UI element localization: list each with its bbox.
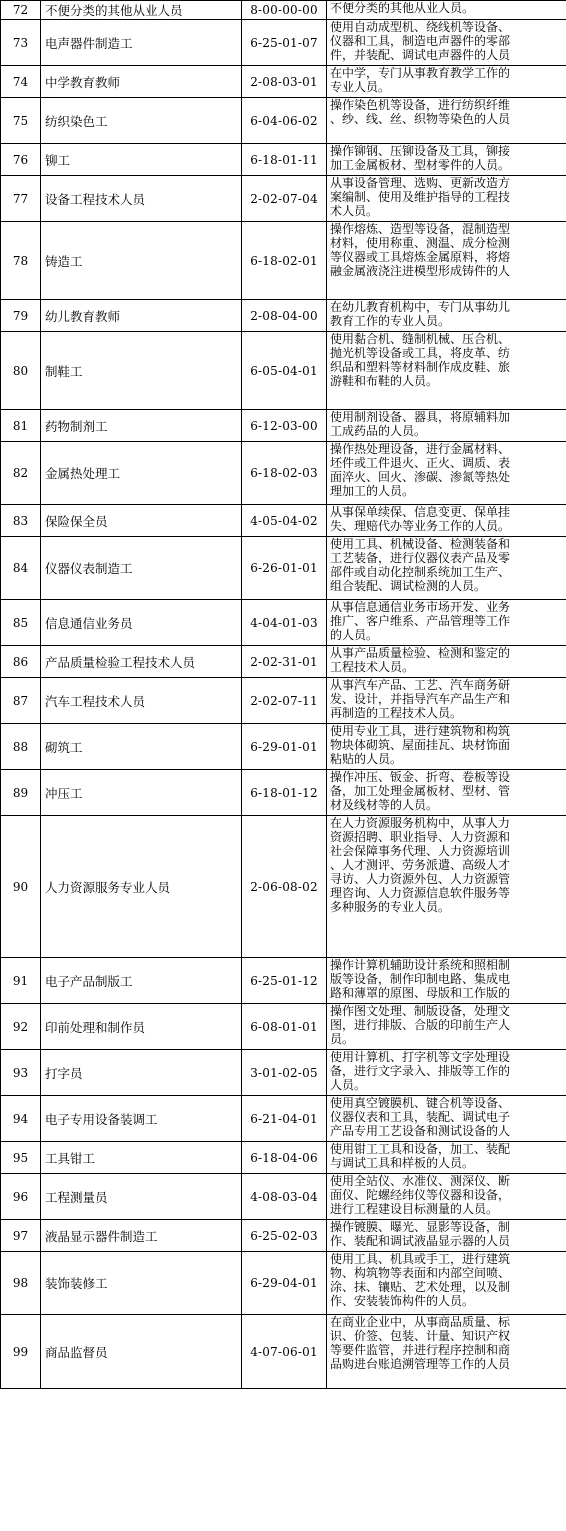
occupation-name: 冲压工 [41, 770, 242, 816]
table-row [1, 176, 566, 222]
row-number: 90 [1, 816, 41, 958]
occupation-name: 铆工 [41, 144, 242, 176]
row-number: 89 [1, 770, 41, 816]
occupation-name: 设备工程技术人员 [41, 176, 242, 222]
occupation-name: 信息通信业务员 [41, 600, 242, 646]
occupation-name: 金属热处理工 [41, 442, 242, 505]
occupation-code: 4-08-03-04 [242, 1174, 327, 1220]
occupation-name: 印前处理和制作员 [41, 1004, 242, 1050]
row-number: 79 [1, 300, 41, 332]
occupation-code: 6-08-01-01 [242, 1004, 327, 1050]
occupation-name: 不便分类的其他从业人员 [41, 1, 242, 20]
occupation-description: 操作冲压、钣金、折弯、卷板等设 备，加工处理金属板材、型材、管 材及线材等的人员。 [327, 770, 566, 816]
occupation-name: 液晶显示器件制造工 [41, 1220, 242, 1252]
row-number: 76 [1, 144, 41, 176]
occupation-code: 6-26-01-01 [242, 537, 327, 600]
occupation-description: 使用真空镀膜机、键合机等设备、 仪器仪表和工具，装配、调试电子 产品专用工艺设备和测试设备的人 [327, 1096, 566, 1142]
occupation-code: 6-21-04-01 [242, 1096, 327, 1142]
row-number: 94 [1, 1096, 41, 1142]
occupation-code: 2-02-07-11 [242, 678, 327, 724]
table-row [1, 300, 566, 332]
occupation-code: 2-02-31-01 [242, 646, 327, 678]
occupation-name: 电声器件制造工 [41, 20, 242, 66]
row-number: 88 [1, 724, 41, 770]
row-number: 95 [1, 1142, 41, 1174]
occupation-description: 操作计算机辅助设计系统和照相制 版等设备，制作印制电路、集成电 路和薄罩的原图、母版和工作版的 [327, 958, 566, 1004]
occupation-name: 砌筑工 [41, 724, 242, 770]
occupation-description: 操作镀膜、曝光、显影等设备，制 作、装配和调试液晶显示器的人员 [327, 1220, 566, 1252]
table-row [1, 66, 566, 98]
occupation-name: 工具钳工 [41, 1142, 242, 1174]
occupation-name: 汽车工程技术人员 [41, 678, 242, 724]
occupation-code: 6-12-03-00 [242, 410, 327, 442]
table-row [1, 222, 566, 300]
table-row [1, 537, 566, 600]
occupation-name: 纺织染色工 [41, 98, 242, 144]
table-row [1, 724, 566, 770]
occupation-code: 6-29-04-01 [242, 1252, 327, 1315]
occupation-description: 在中学，专门从事教育教学工作的 专业人员。 [327, 66, 566, 98]
occupation-code: 6-25-01-07 [242, 20, 327, 66]
occupation-description: 从事设备管理、选购、更新改造方 案编制、使用及维护指导的工程技 术人员。 [327, 176, 566, 222]
row-number: 73 [1, 20, 41, 66]
table-row [1, 332, 566, 410]
occupation-description: 从事保单续保、信息变更、保单挂 失、理赔代办等业务工作的人员。 [327, 505, 566, 537]
occupation-name: 制鞋工 [41, 332, 242, 410]
row-number: 78 [1, 222, 41, 300]
occupation-name: 仪器仪表制造工 [41, 537, 242, 600]
occupation-name: 产品质量检验工程技术人员 [41, 646, 242, 678]
row-number: 82 [1, 442, 41, 505]
occupation-table-body [1, 1, 566, 1389]
row-number: 85 [1, 600, 41, 646]
occupation-description: 在人力资源服务机构中，从事人力 资源招聘、职业指导、人力资源和 社会保障事务代理、人力资源培训 、人才测评、劳务派遣、高级人才 寻访、人力资源外包、人力资源管 理咨询、人力资源信息软件服务等 多种服务的专业人员。 [327, 816, 566, 958]
occupation-description: 使用全站仪、水准仪、测深仪、断 面仪、陀螺经纬仪等仪器和设备， 进行工程建设目标测量的人员。 [327, 1174, 566, 1220]
table-row [1, 958, 566, 1004]
table-row [1, 1096, 566, 1142]
table-row [1, 98, 566, 144]
table-row [1, 646, 566, 678]
row-number: 93 [1, 1050, 41, 1096]
table-row [1, 816, 566, 958]
row-number: 99 [1, 1315, 41, 1389]
occupation-description: 从事信息通信业务市场开发、业务 推广、客户维系、产品管理等工作 的人员。 [327, 600, 566, 646]
table-row [1, 505, 566, 537]
occupation-name: 打字员 [41, 1050, 242, 1096]
occupation-description: 操作热处理设备，进行金属材料、 坯件或工件退火、正火、调质、表 面淬火、回火、渗碳、渗氮等热处 理加工的人员。 [327, 442, 566, 505]
occupation-code: 6-18-02-03 [242, 442, 327, 505]
occupation-description: 使用钳工工具和设备，加工、装配 与调试工具和样板的人员。 [327, 1142, 566, 1174]
table-row [1, 410, 566, 442]
occupation-description: 操作熔炼、造型等设备，混制造型 材料，使用称重、测温、成分检测 等仪器或工具熔炼金属原料，将熔 融金属液浇注进模型形成铸件的人 [327, 222, 566, 300]
occupation-description: 从事汽车产品、工艺、汽车商务研 发、设计，并指导汽车产品生产和 再制造的工程技术人员。 [327, 678, 566, 724]
table-row [1, 770, 566, 816]
table-row [1, 1142, 566, 1174]
occupation-description: 在商业企业中，从事商品质量、标 识、价签、包装、计量、知识产权 等要件监管，并进行程序控制和商 品购进台账追溯管理等工作的人员 [327, 1315, 566, 1389]
occupation-code: 6-25-01-12 [242, 958, 327, 1004]
table-row [1, 1, 566, 20]
table-row [1, 144, 566, 176]
table-row [1, 1220, 566, 1252]
row-number: 74 [1, 66, 41, 98]
table-row [1, 678, 566, 724]
occupation-name: 铸造工 [41, 222, 242, 300]
occupation-description: 不便分类的其他从业人员。 [327, 1, 566, 20]
occupation-description: 使用自动成型机、绕线机等设备、 仪器和工具，制造电声器件的零部 件，并装配、调试电声器件的人员 [327, 20, 566, 66]
occupation-description: 使用工具、机具或手工，进行建筑 物、构筑物等表面和内部空间喷、 涂、抹、镶贴、艺术处理，以及制 作、安装装饰构件的人员。 [327, 1252, 566, 1315]
occupation-name: 工程测量员 [41, 1174, 242, 1220]
occupation-name: 中学教育教师 [41, 66, 242, 98]
occupation-name: 幼儿教育教师 [41, 300, 242, 332]
row-number: 92 [1, 1004, 41, 1050]
row-number: 96 [1, 1174, 41, 1220]
row-number: 83 [1, 505, 41, 537]
row-number: 97 [1, 1220, 41, 1252]
occupation-code: 4-05-04-02 [242, 505, 327, 537]
occupation-code: 2-08-04-00 [242, 300, 327, 332]
occupation-description: 使用制剂设备、器具，将原辅料加 工成药品的人员。 [327, 410, 566, 442]
occupation-code: 6-18-02-01 [242, 222, 327, 300]
table-row [1, 1050, 566, 1096]
occupation-code: 6-18-01-11 [242, 144, 327, 176]
occupation-description: 操作图文处理、制版设备，处理文 图，进行排版、合版的印前生产人 员。 [327, 1004, 566, 1050]
row-number: 84 [1, 537, 41, 600]
table-row [1, 20, 566, 66]
row-number: 81 [1, 410, 41, 442]
occupation-code: 8-00-00-00 [242, 1, 327, 20]
occupation-description: 使用工具、机械设备、检测装备和 工艺装备，进行仪器仪表产品及零 部件或自动化控制系统加工生产、 组合装配、调试检测的人员。 [327, 537, 566, 600]
occupation-name: 药物制剂工 [41, 410, 242, 442]
row-number: 72 [1, 1, 41, 20]
occupation-name: 保险保全员 [41, 505, 242, 537]
row-number: 75 [1, 98, 41, 144]
occupation-code: 2-06-08-02 [242, 816, 327, 958]
occupation-description: 操作染色机等设备，进行纺织纤维 、纱、线、丝、织物等染色的人员 [327, 98, 566, 144]
occupation-name: 电子产品制版工 [41, 958, 242, 1004]
occupation-code: 4-07-06-01 [242, 1315, 327, 1389]
occupation-description: 使用黏合机、缝制机械、压合机、 抛光机等设备或工具，将皮革、纺 织品和塑料等材料制作成皮鞋、旅 游鞋和布鞋的人员。 [327, 332, 566, 410]
occupation-description: 从事产品质量检验、检测和鉴定的 工程技术人员。 [327, 646, 566, 678]
occupation-name: 人力资源服务专业人员 [41, 816, 242, 958]
occupation-code: 2-08-03-01 [242, 66, 327, 98]
table-row [1, 1315, 566, 1389]
occupation-code: 6-05-04-01 [242, 332, 327, 410]
occupation-code: 6-18-01-12 [242, 770, 327, 816]
row-number: 91 [1, 958, 41, 1004]
occupation-description: 在幼儿教育机构中，专门从事幼儿 教育工作的专业人员。 [327, 300, 566, 332]
row-number: 80 [1, 332, 41, 410]
table-row [1, 600, 566, 646]
occupation-description: 使用计算机、打字机等文字处理设 备，进行文字录入、排版等工作的 人员。 [327, 1050, 566, 1096]
row-number: 86 [1, 646, 41, 678]
row-number: 87 [1, 678, 41, 724]
occupation-code: 4-04-01-03 [242, 600, 327, 646]
occupation-code: 6-25-02-03 [242, 1220, 327, 1252]
occupation-code: 2-02-07-04 [242, 176, 327, 222]
table-row [1, 1004, 566, 1050]
occupation-description: 操作铆钢、压铆设备及工具，铆接 加工金属板材、型材零件的人员。 [327, 144, 566, 176]
table-row [1, 1252, 566, 1315]
occupation-code: 3-01-02-05 [242, 1050, 327, 1096]
row-number: 98 [1, 1252, 41, 1315]
occupation-code: 6-29-01-01 [242, 724, 327, 770]
occupation-code: 6-18-04-06 [242, 1142, 327, 1174]
table-row [1, 442, 566, 505]
occupation-code: 6-04-06-02 [242, 98, 327, 144]
row-number: 77 [1, 176, 41, 222]
occupation-description: 使用专业工具，进行建筑物和构筑 物块体砌筑、屋面挂瓦、块材饰面 粘贴的人员。 [327, 724, 566, 770]
occupation-name: 商品监督员 [41, 1315, 242, 1389]
occupation-name: 装饰装修工 [41, 1252, 242, 1315]
table-row [1, 1174, 566, 1220]
occupation-name: 电子专用设备装调工 [41, 1096, 242, 1142]
